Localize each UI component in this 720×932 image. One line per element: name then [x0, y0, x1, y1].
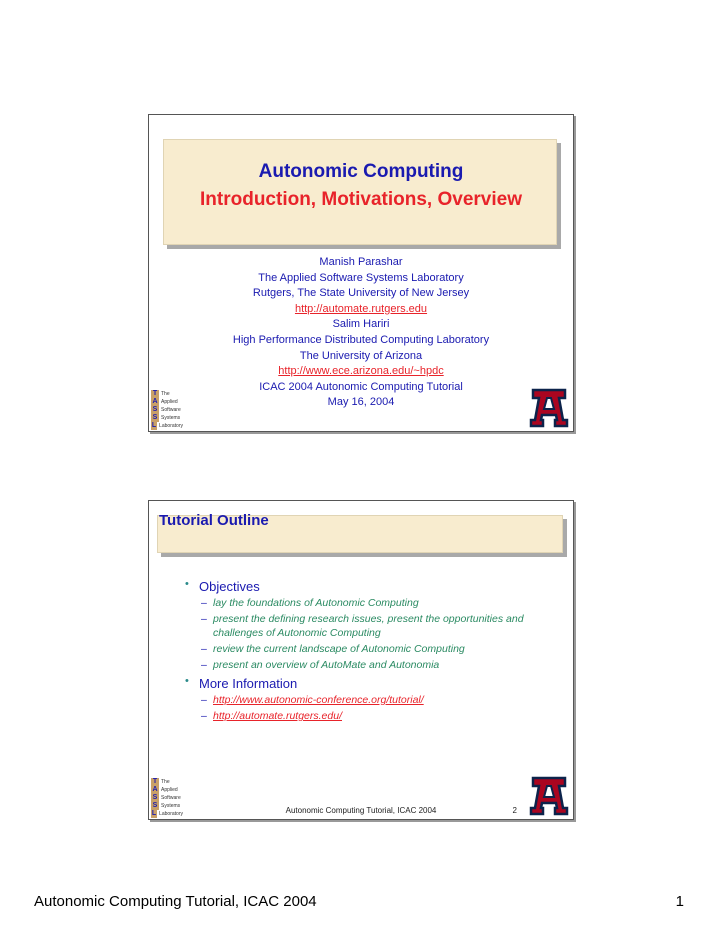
page-number: 1 [675, 893, 684, 910]
author-line: Salim Hariri [332, 318, 390, 331]
outline-slide [148, 500, 574, 820]
author-info [149, 255, 573, 411]
hpdc-link[interactable]: http://www.ece.arizona.edu/~hpdc [278, 365, 444, 378]
slide-footer: Autonomic Computing Tutorial, ICAC 2004 [285, 806, 437, 815]
author-line: The Applied Software Systems Laboratory [258, 271, 464, 284]
arizona-logo-icon [529, 776, 569, 816]
tasl-logo: T The A Applied S Software S Systems L Laboratory [151, 390, 183, 429]
author-line: Manish Parashar [319, 256, 403, 268]
author-line: ICAC 2004 Autonomic Computing Tutorial [259, 380, 463, 393]
author-line: The University of Arizona [299, 349, 423, 362]
author-line: High Performance Distributed Computing Laboratory [232, 333, 490, 346]
page-footer: Autonomic Computing Tutorial, ICAC 2004 [34, 893, 317, 910]
sub-item: – lay the foundations of Autonomic Computing [183, 596, 557, 610]
author-line: Rutgers, The State University of New Jersey [252, 287, 470, 300]
sub-item: – present an overview of AutoMate and Autonomia [183, 658, 557, 672]
sub-item: – review the current landscape of Autonomic Computing [183, 642, 557, 656]
automate-link[interactable]: – http://automate.rutgers.edu/ [183, 709, 557, 723]
outline-list [183, 575, 557, 723]
conference-link[interactable]: – http://www.autonomic-conference.org/tutorial/ [183, 693, 557, 707]
title-slide [148, 114, 574, 432]
automate-link[interactable]: http://automate.rutgers.edu [294, 302, 428, 315]
sub-item: – present the defining research issues, present the opportunities and challenges of Autonomic Computing [183, 612, 557, 640]
list-item: • Objectives [183, 579, 557, 594]
list-item: • More Information [183, 676, 557, 691]
author-line: May 16, 2004 [327, 396, 395, 409]
slide-number: 2 [512, 806, 517, 815]
arizona-logo-icon [529, 388, 569, 428]
slide-title-main: Autonomic Computing [258, 161, 464, 182]
slide-title: Tutorial Outline [159, 512, 269, 529]
tasl-logo: T The A Applied S Software S Systems L Laboratory [151, 778, 183, 817]
slide-title-sub: Introduction, Motivations, Overview [200, 189, 522, 210]
